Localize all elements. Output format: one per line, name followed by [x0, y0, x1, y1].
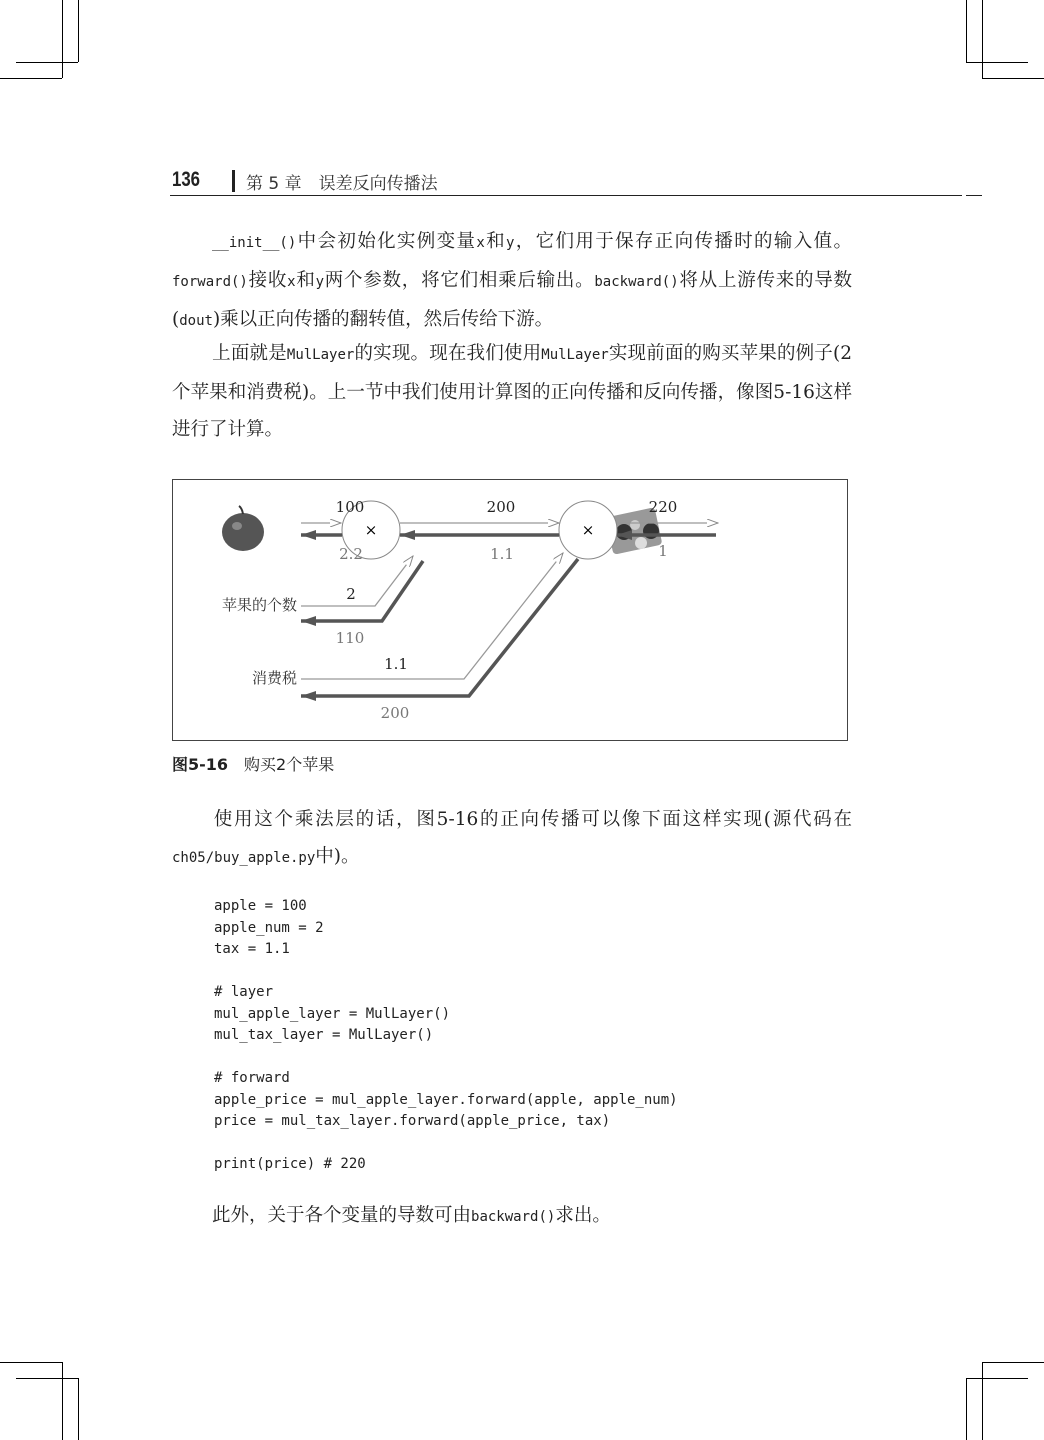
crop-mark — [982, 78, 1044, 79]
inline-code: x — [287, 274, 296, 290]
inline-code: x — [476, 235, 485, 251]
text-run: 和 — [484, 231, 506, 252]
code-block: apple = 100 apple_num = 2 tax = 1.1 # layer mul_apple_layer = MulLayer() mul_tax_layer = MulLayer() # forward apple_price = mul_apple_layer.forward(apple, apple_num) price = mul_tax_layer.forward(apple_price, tax) print(price) # 220 — [214, 898, 678, 1172]
crop-mark — [982, 0, 983, 78]
crop-mark — [78, 0, 79, 62]
computational-graph-figure — [172, 479, 848, 741]
text-run: 求出。 — [555, 1205, 611, 1226]
text-run: 两个参数，将它们相乘后输出。 — [324, 270, 595, 291]
crop-mark — [966, 62, 1028, 63]
forward-value: 100 — [335, 498, 365, 516]
apple-icon — [222, 506, 264, 551]
crop-mark — [982, 1362, 983, 1440]
paragraph — [172, 335, 852, 448]
crop-mark — [982, 1362, 1044, 1363]
forward-value: 220 — [648, 498, 678, 516]
text-run: 使用这个乘法层的话，图5-16的正向传播可以像下面这样实现(源代码在 — [212, 809, 852, 830]
multiply-node-2 — [559, 501, 617, 559]
text-run: 中)。 — [315, 846, 360, 867]
text-run: 上面就是 — [212, 343, 287, 364]
backward-value: 200 — [380, 704, 410, 722]
inline-code: forward() — [172, 274, 248, 290]
backward-arrow — [301, 559, 578, 696]
inline-code: backward() — [594, 274, 679, 290]
crop-mark — [78, 1378, 79, 1440]
backward-value: 1.1 — [490, 545, 514, 563]
text-run: 接收 — [247, 270, 288, 291]
inline-code: backward() — [471, 1209, 556, 1225]
crop-mark — [16, 1378, 78, 1379]
input-label-apple-count: 苹果的个数 — [221, 596, 297, 614]
text-run: 实现前面的购买苹果的例子(2个苹果和消费税)。上一节中我们使用计算图的正向传播和反向传播，像图5-16这样进行了计算。 — [172, 343, 852, 440]
backward-value: 1 — [658, 542, 668, 560]
figure-caption — [172, 752, 334, 775]
inline-code: y — [506, 235, 515, 251]
forward-value: 200 — [486, 498, 516, 516]
inline-code: y — [315, 274, 325, 290]
forward-value: 2 — [346, 585, 356, 603]
inline-code: MulLayer — [541, 347, 609, 363]
paragraph — [172, 223, 852, 340]
inline-code: MulLayer — [286, 347, 355, 363]
forward-arrow — [301, 553, 563, 679]
crop-mark — [16, 62, 78, 63]
backward-value: 2.2 — [339, 545, 363, 563]
figure-number: 图5-16 — [172, 755, 229, 774]
text-run: 中会初始化实例变量 — [296, 231, 477, 252]
header-rule — [966, 195, 982, 196]
crop-mark — [966, 1378, 967, 1440]
forward-value: 1.1 — [384, 655, 408, 673]
svg-text:×: × — [581, 521, 595, 539]
inline-code: __init__() — [212, 235, 297, 251]
backward-arrow — [301, 561, 423, 621]
page-number: 136 — [172, 168, 201, 191]
figure-title: 购买2个苹果 — [244, 755, 335, 774]
crop-mark — [62, 0, 63, 78]
text-run: )乘以正向传播的翻转值，然后传给下游。 — [212, 309, 554, 330]
text-run: ，它们用于保存正向传播时的输入值。 — [514, 231, 852, 252]
inline-code: ch05/buy_apple.py — [172, 850, 316, 866]
text-run: 此外，关于各个变量的导数可由 — [212, 1205, 472, 1226]
crop-mark — [0, 1362, 62, 1363]
crop-mark — [0, 78, 62, 79]
inline-code: dout — [179, 313, 213, 329]
svg-text:×: × — [364, 521, 378, 539]
paragraph — [172, 1197, 852, 1236]
paragraph — [172, 801, 852, 877]
text-run: 将从上游传来的导数( — [172, 270, 852, 330]
text-run: 和 — [295, 270, 316, 291]
crop-mark — [966, 1378, 1028, 1379]
crop-mark — [966, 0, 967, 62]
backward-value: 110 — [335, 629, 365, 647]
input-label-tax: 消费税 — [251, 669, 297, 687]
header-rule — [170, 195, 962, 196]
header-bar — [232, 170, 235, 192]
chapter-title: 第 5 章 误差反向传播法 — [246, 174, 438, 194]
crop-mark — [62, 1362, 63, 1440]
text-run: 的实现。现在我们使用 — [354, 343, 542, 364]
